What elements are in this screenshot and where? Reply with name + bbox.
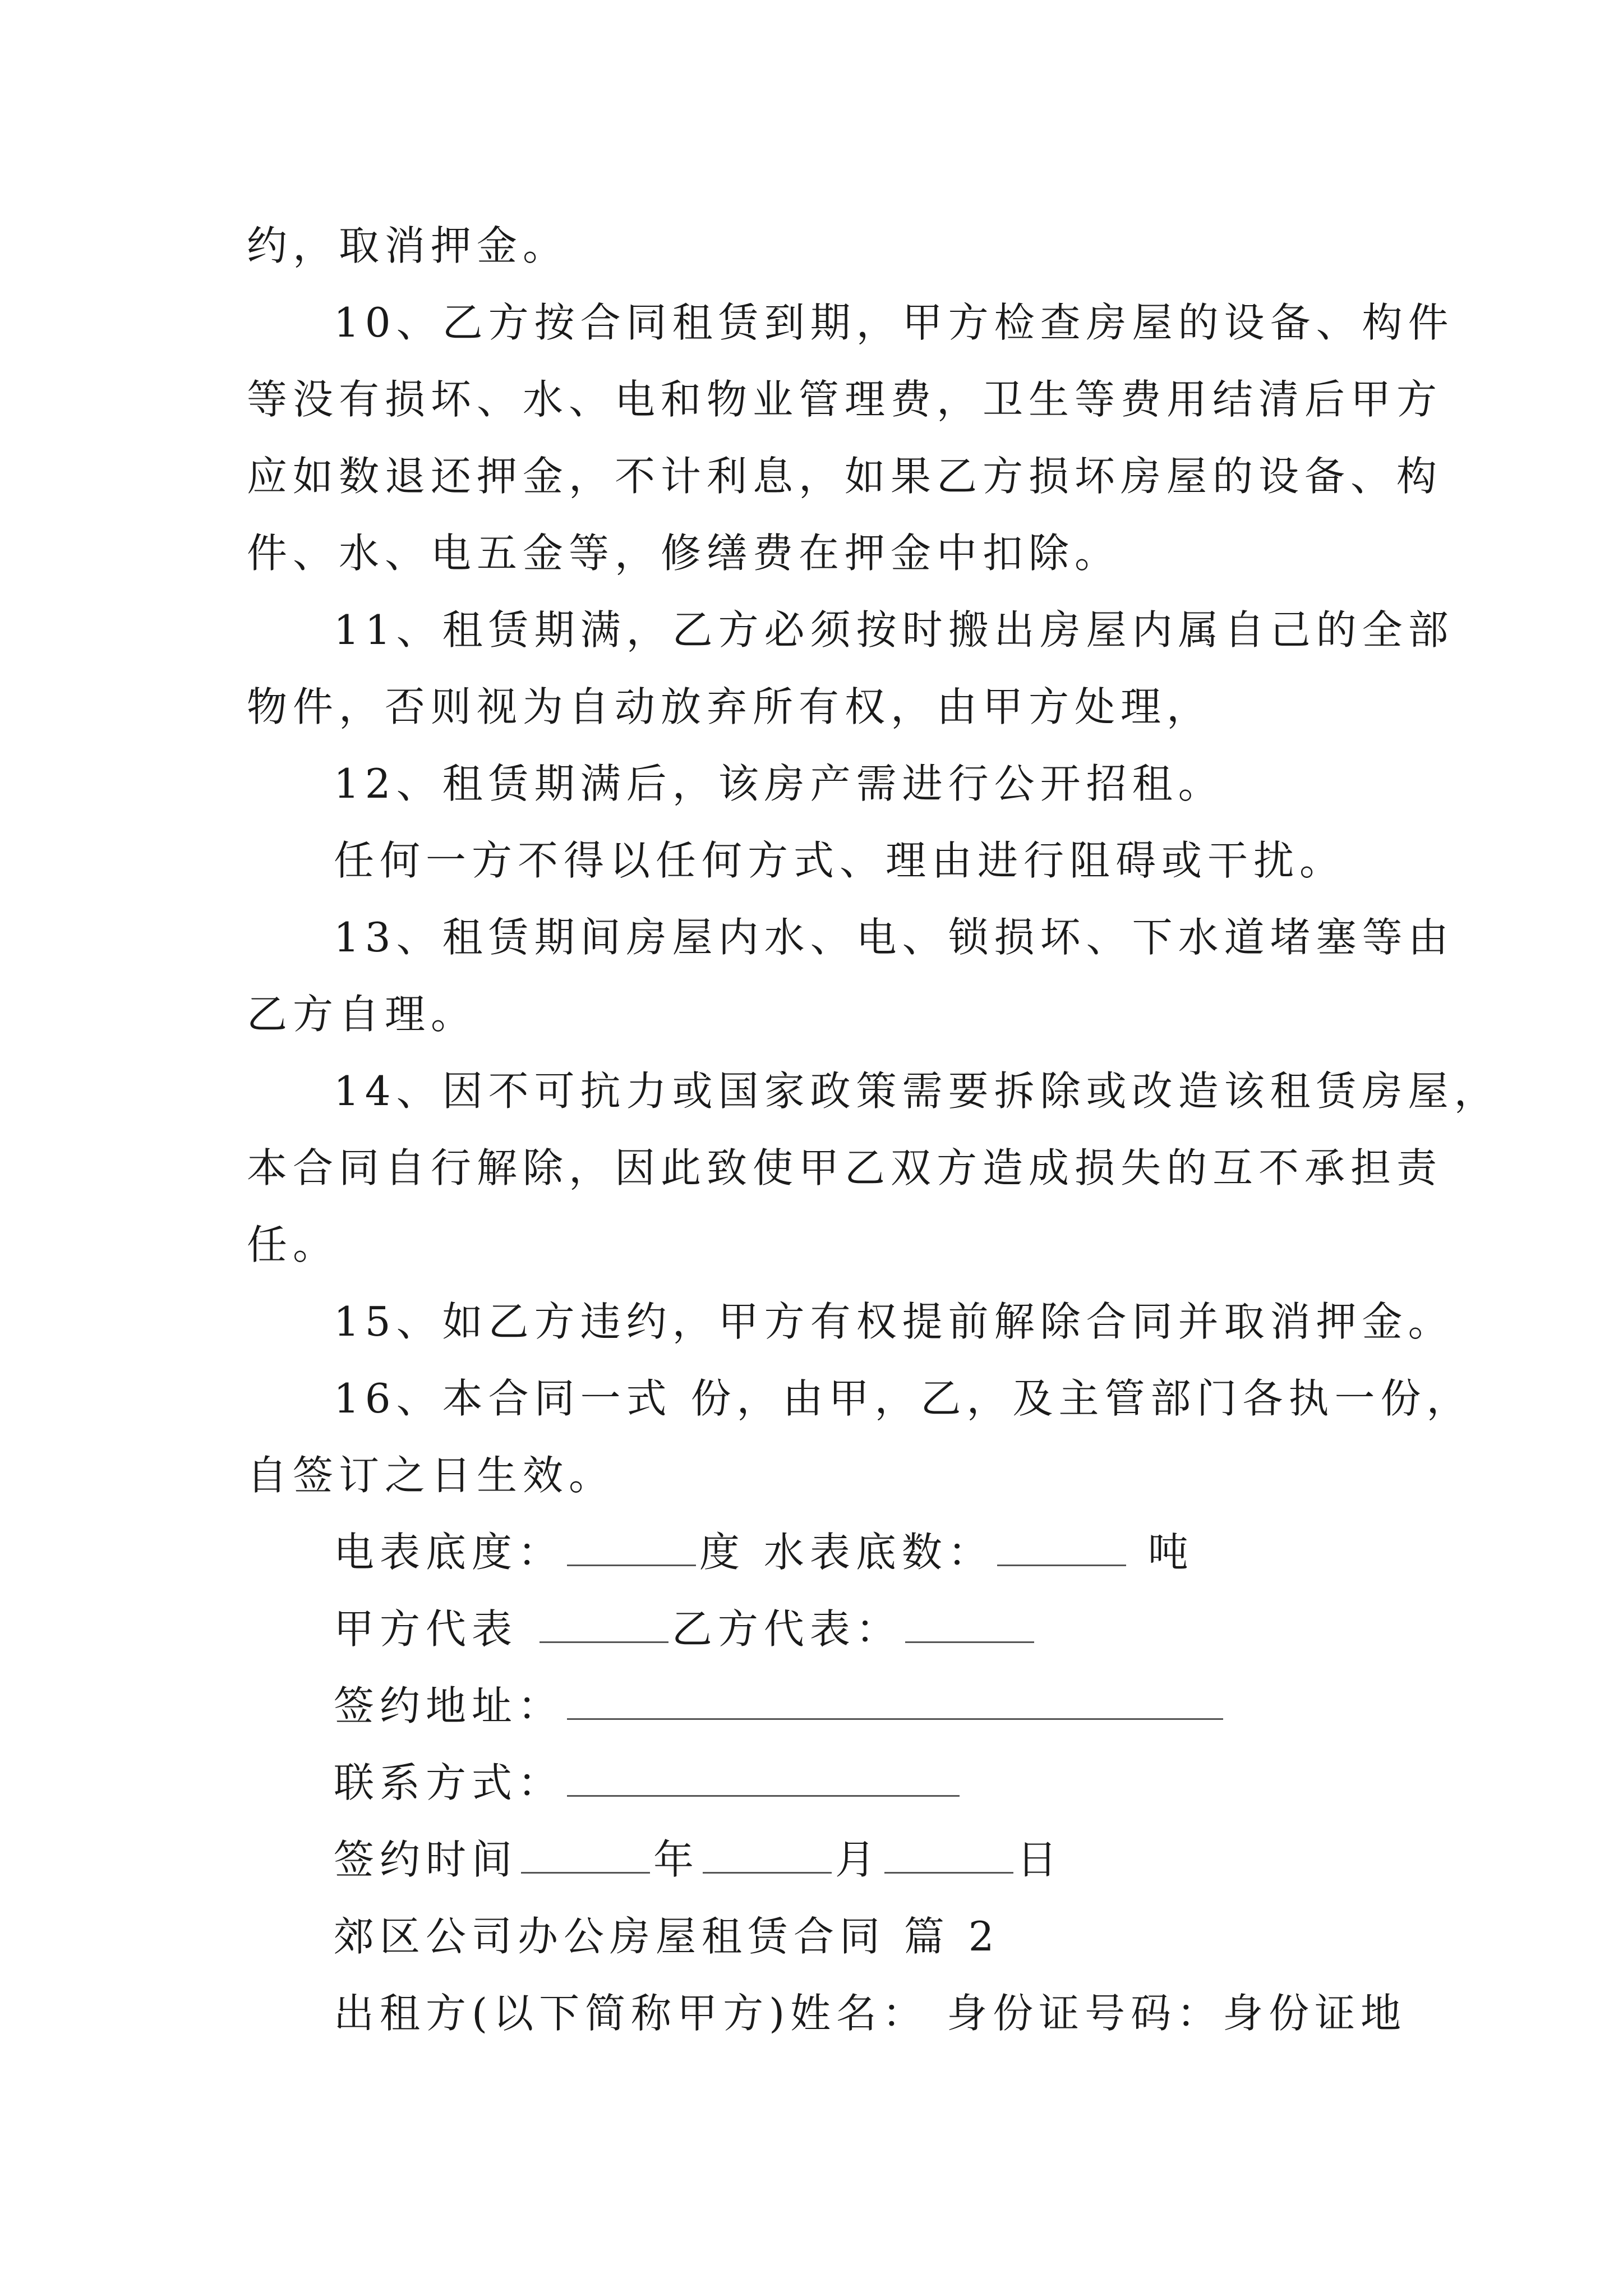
- representatives-row: [247, 1591, 1391, 1668]
- clause-10-line-3: 应如数退还押金，不计利息，如果乙方损坏房屋的设备、构: [247, 453, 1443, 500]
- month-blank: [703, 1838, 832, 1874]
- year-label: 年: [653, 1836, 700, 1883]
- sign-time-label: 签约时间: [334, 1836, 518, 1883]
- clause-14-line-1: 14、因不可抗力或国家政策需要拆除或改造该租赁房屋，: [334, 1068, 1500, 1115]
- clause-11-line-1: 11、租赁期满，乙方必须按时搬出房屋内属自己的全部: [334, 606, 1454, 654]
- clause-10-line-2: 等没有损坏、水、电和物业管理费，卫生等费用结清后甲方: [247, 376, 1443, 423]
- month-label: 月: [835, 1836, 882, 1883]
- clause-16-line-1: 16、本合同一式 份，由甲，乙，及主管部门各执一份，: [334, 1375, 1473, 1422]
- clause-14-line-3: 任。: [247, 1221, 339, 1268]
- address-row: [247, 1668, 1391, 1745]
- lessor-info-line: 出租方(以下简称甲方)姓名： 身份证号码：身份证地: [334, 1990, 1407, 2037]
- party-b-blank: [905, 1608, 1034, 1643]
- clause-13-line-2: 乙方自理。: [247, 991, 477, 1038]
- contact-label: 联系方式：: [334, 1759, 564, 1806]
- party-b-label: 乙方代表：: [671, 1605, 902, 1653]
- clause-15-line: 15、如乙方违约，甲方有权提前解除合同并取消押金。: [334, 1298, 1454, 1345]
- party-a-label: 甲方代表: [334, 1605, 518, 1653]
- contact-row: [247, 1745, 1391, 1821]
- clause-11-line-2: 物件，否则视为自动放弃所有权，由甲方处理，: [247, 683, 1213, 730]
- section-title: 郊区公司办公房屋租赁合同 篇 2: [334, 1913, 1000, 1960]
- contact-blank: [567, 1761, 960, 1797]
- year-blank: [521, 1838, 650, 1874]
- sign-time-row: [247, 1821, 1391, 1898]
- meter-label: 电表底度：: [334, 1529, 564, 1576]
- water-unit: 吨: [1147, 1529, 1194, 1576]
- clause-10-line-4: 件、水、电五金等，修缮费在押金中扣除。: [247, 530, 1121, 577]
- address-label: 签约地址：: [334, 1682, 564, 1729]
- address-blank: [567, 1685, 1223, 1720]
- clause-16-line-2: 自签订之日生效。: [247, 1452, 615, 1499]
- meter-blank: [567, 1531, 696, 1566]
- water-blank: [997, 1531, 1126, 1566]
- meter-unit: 度: [699, 1529, 746, 1576]
- clause-12-line: 12、租赁期满后，该房产需进行公开招租。: [334, 760, 1224, 807]
- clause-13-line-1: 13、租赁期间房屋内水、电、锁损坏、下水道堵塞等由: [334, 914, 1454, 961]
- meter-readings-row: [247, 1514, 1391, 1591]
- clause-10-line-1: 10、乙方按合同租赁到期，甲方检查房屋的设备、构件: [334, 299, 1454, 346]
- text-line: 约，取消押金。: [247, 222, 569, 269]
- document-body: [247, 208, 1500, 2052]
- clause-12-note: 任何一方不得以任何方式、理由进行阻碍或干扰。: [334, 837, 1346, 884]
- clause-14-line-2: 本合同自行解除，因此致使甲乙双方造成损失的互不承担责: [247, 1144, 1443, 1191]
- water-label: 水表底数：: [763, 1529, 994, 1576]
- day-blank: [884, 1838, 1013, 1874]
- day-label: 日: [1017, 1836, 1063, 1883]
- party-a-blank: [540, 1608, 668, 1643]
